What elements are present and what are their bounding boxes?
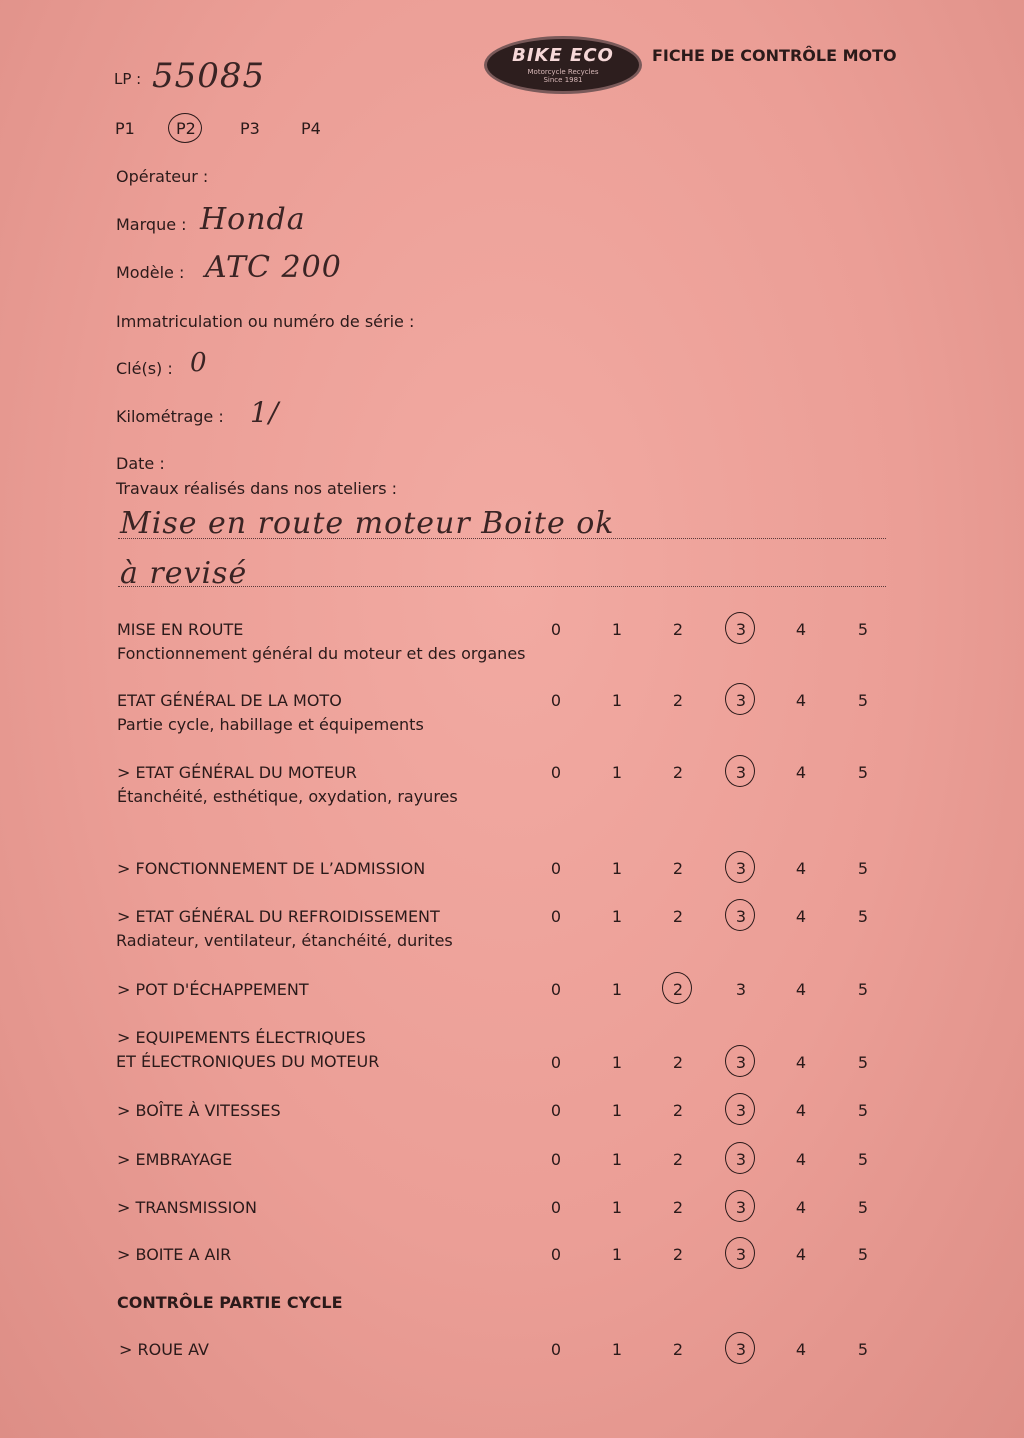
- criterion-subtitle: Radiateur, ventilateur, étanchéité, durites: [116, 931, 453, 950]
- travaux-dotted-line-1: [118, 538, 886, 539]
- score-option-1[interactable]: 1: [611, 620, 623, 639]
- score-option-1[interactable]: 1: [611, 691, 623, 710]
- score-option-1[interactable]: 1: [611, 1101, 623, 1120]
- score-option-0[interactable]: 0: [550, 1150, 562, 1169]
- score-option-3[interactable]: 3: [731, 1101, 751, 1120]
- score-option-0[interactable]: 0: [550, 980, 562, 999]
- score-option-3[interactable]: 3: [731, 1340, 751, 1359]
- travaux-line-2[interactable]: à revisé: [120, 556, 248, 591]
- score-option-4[interactable]: 4: [795, 1245, 807, 1264]
- criterion-title: MISE EN ROUTE: [117, 620, 244, 639]
- score-option-2[interactable]: 2: [672, 907, 684, 926]
- criterion-title: > ROUE AV: [119, 1340, 209, 1359]
- score-option-2[interactable]: 2: [672, 620, 684, 639]
- score-option-4[interactable]: 4: [795, 907, 807, 926]
- score-option-0[interactable]: 0: [550, 1340, 562, 1359]
- score-option-2[interactable]: 2: [672, 859, 684, 878]
- operateur-label: Opérateur :: [116, 167, 209, 186]
- kilometrage-value[interactable]: 1/: [250, 396, 280, 429]
- score-option-5[interactable]: 5: [857, 763, 869, 782]
- score-option-4[interactable]: 4: [795, 691, 807, 710]
- score-option-3[interactable]: 3: [731, 1150, 751, 1169]
- marque-label: Marque :: [116, 215, 187, 234]
- logo-sub: Motorcycle Recycles: [527, 68, 599, 76]
- score-option-4[interactable]: 4: [795, 763, 807, 782]
- score-option-0[interactable]: 0: [550, 1198, 562, 1217]
- criterion-title: > FONCTIONNEMENT DE L’ADMISSION: [117, 859, 426, 878]
- score-option-5[interactable]: 5: [857, 1245, 869, 1264]
- score-option-2[interactable]: 2: [672, 1340, 684, 1359]
- score-option-2[interactable]: 2: [672, 691, 684, 710]
- score-option-5[interactable]: 5: [857, 1340, 869, 1359]
- criterion-subtitle: Fonctionnement général du moteur et des organes: [117, 644, 526, 663]
- section-partie-cycle-title: CONTRÔLE PARTIE CYCLE: [117, 1293, 343, 1312]
- score-option-5[interactable]: 5: [857, 1198, 869, 1217]
- criterion-title: > BOÎTE À VITESSES: [117, 1101, 281, 1120]
- kilometrage-label: Kilométrage :: [116, 407, 224, 426]
- score-option-2[interactable]: 2: [672, 1101, 684, 1120]
- modele-label: Modèle :: [116, 263, 185, 282]
- score-option-2[interactable]: 2: [672, 763, 684, 782]
- score-option-5[interactable]: 5: [857, 859, 869, 878]
- immatriculation-label: Immatriculation ou numéro de série :: [116, 312, 415, 331]
- score-option-0[interactable]: 0: [550, 907, 562, 926]
- score-option-0[interactable]: 0: [550, 691, 562, 710]
- score-option-4[interactable]: 4: [795, 1150, 807, 1169]
- lp-value: 55085: [152, 56, 266, 96]
- marque-value[interactable]: Honda: [200, 202, 306, 237]
- modele-value[interactable]: ATC 200: [205, 250, 342, 285]
- score-option-1[interactable]: 1: [611, 907, 623, 926]
- criterion-subtitle: ET ÉLECTRONIQUES DU MOTEUR: [116, 1052, 380, 1071]
- score-option-5[interactable]: 5: [857, 1053, 869, 1072]
- priority-selected-circle: [168, 113, 202, 143]
- criterion-title: > ETAT GÉNÉRAL DU REFROIDISSEMENT: [117, 907, 440, 926]
- bike-eco-logo: [484, 36, 642, 94]
- score-option-0[interactable]: 0: [550, 1101, 562, 1120]
- cles-value[interactable]: 0: [190, 348, 208, 378]
- score-option-4[interactable]: 4: [795, 980, 807, 999]
- score-option-4[interactable]: 4: [795, 1340, 807, 1359]
- score-option-4[interactable]: 4: [795, 1198, 807, 1217]
- score-option-1[interactable]: 1: [611, 980, 623, 999]
- priority-p2[interactable]: P2: [176, 119, 196, 138]
- score-option-1[interactable]: 1: [611, 1245, 623, 1264]
- score-option-0[interactable]: 0: [550, 763, 562, 782]
- priority-p4[interactable]: P4: [301, 119, 321, 138]
- criterion-title: > EQUIPEMENTS ÉLECTRIQUES: [117, 1028, 366, 1047]
- score-option-4[interactable]: 4: [795, 1101, 807, 1120]
- score-option-2[interactable]: 2: [672, 1150, 684, 1169]
- logo-brand: BIKE ECO: [512, 45, 614, 66]
- priority-p3[interactable]: P3: [240, 119, 260, 138]
- travaux-dotted-line-2: [118, 586, 886, 587]
- criterion-title: > EMBRAYAGE: [117, 1150, 233, 1169]
- criterion-title: > TRANSMISSION: [117, 1198, 257, 1217]
- score-option-3[interactable]: 3: [731, 1198, 751, 1217]
- score-option-2[interactable]: 2: [672, 1245, 684, 1264]
- score-option-3[interactable]: 3: [731, 691, 751, 710]
- priority-p1[interactable]: P1: [115, 119, 135, 138]
- score-option-1[interactable]: 1: [611, 1198, 623, 1217]
- score-option-5[interactable]: 5: [857, 980, 869, 999]
- score-option-0[interactable]: 0: [550, 859, 562, 878]
- criterion-title: ETAT GÉNÉRAL DE LA MOTO: [117, 691, 342, 710]
- score-option-0[interactable]: 0: [550, 620, 562, 639]
- score-option-3[interactable]: 3: [731, 859, 751, 878]
- criterion-subtitle: Partie cycle, habillage et équipements: [117, 715, 424, 734]
- score-option-3[interactable]: 3: [731, 763, 751, 782]
- score-option-2[interactable]: 2: [668, 980, 688, 999]
- score-option-5[interactable]: 5: [857, 1101, 869, 1120]
- score-option-1[interactable]: 1: [611, 1340, 623, 1359]
- score-option-5[interactable]: 5: [857, 1150, 869, 1169]
- score-option-5[interactable]: 5: [857, 907, 869, 926]
- sheet-title: FICHE DE CONTRÔLE MOTO: [652, 46, 897, 65]
- travaux-label: Travaux réalisés dans nos ateliers :: [116, 479, 398, 498]
- score-option-5[interactable]: 5: [857, 620, 869, 639]
- cles-label: Clé(s) :: [116, 359, 173, 378]
- score-option-0[interactable]: 0: [550, 1053, 562, 1072]
- travaux-line-1[interactable]: Mise en route moteur Boite ok: [120, 506, 615, 541]
- criterion-title: > POT D'ÉCHAPPEMENT: [117, 980, 309, 999]
- score-option-1[interactable]: 1: [611, 1053, 623, 1072]
- score-option-1[interactable]: 1: [611, 859, 623, 878]
- score-option-3[interactable]: 3: [731, 1053, 751, 1072]
- score-option-3[interactable]: 3: [735, 980, 747, 999]
- criterion-subtitle: Étanchéité, esthétique, oxydation, rayures: [117, 787, 458, 806]
- score-option-3[interactable]: 3: [731, 620, 751, 639]
- score-option-4[interactable]: 4: [795, 859, 807, 878]
- score-option-3[interactable]: 3: [731, 907, 751, 926]
- criterion-title: > ETAT GÉNÉRAL DU MOTEUR: [117, 763, 357, 782]
- score-option-5[interactable]: 5: [857, 691, 869, 710]
- date-label: Date :: [116, 454, 165, 473]
- logo-since: Since 1981: [543, 76, 583, 84]
- lp-label: LP :: [114, 70, 142, 88]
- score-option-2[interactable]: 2: [672, 1053, 684, 1072]
- criterion-title: > BOITE A AIR: [117, 1245, 232, 1264]
- score-option-3[interactable]: 3: [731, 1245, 751, 1264]
- score-option-1[interactable]: 1: [611, 1150, 623, 1169]
- score-option-0[interactable]: 0: [550, 1245, 562, 1264]
- score-option-4[interactable]: 4: [795, 620, 807, 639]
- score-option-1[interactable]: 1: [611, 763, 623, 782]
- score-option-2[interactable]: 2: [672, 1198, 684, 1217]
- score-option-4[interactable]: 4: [795, 1053, 807, 1072]
